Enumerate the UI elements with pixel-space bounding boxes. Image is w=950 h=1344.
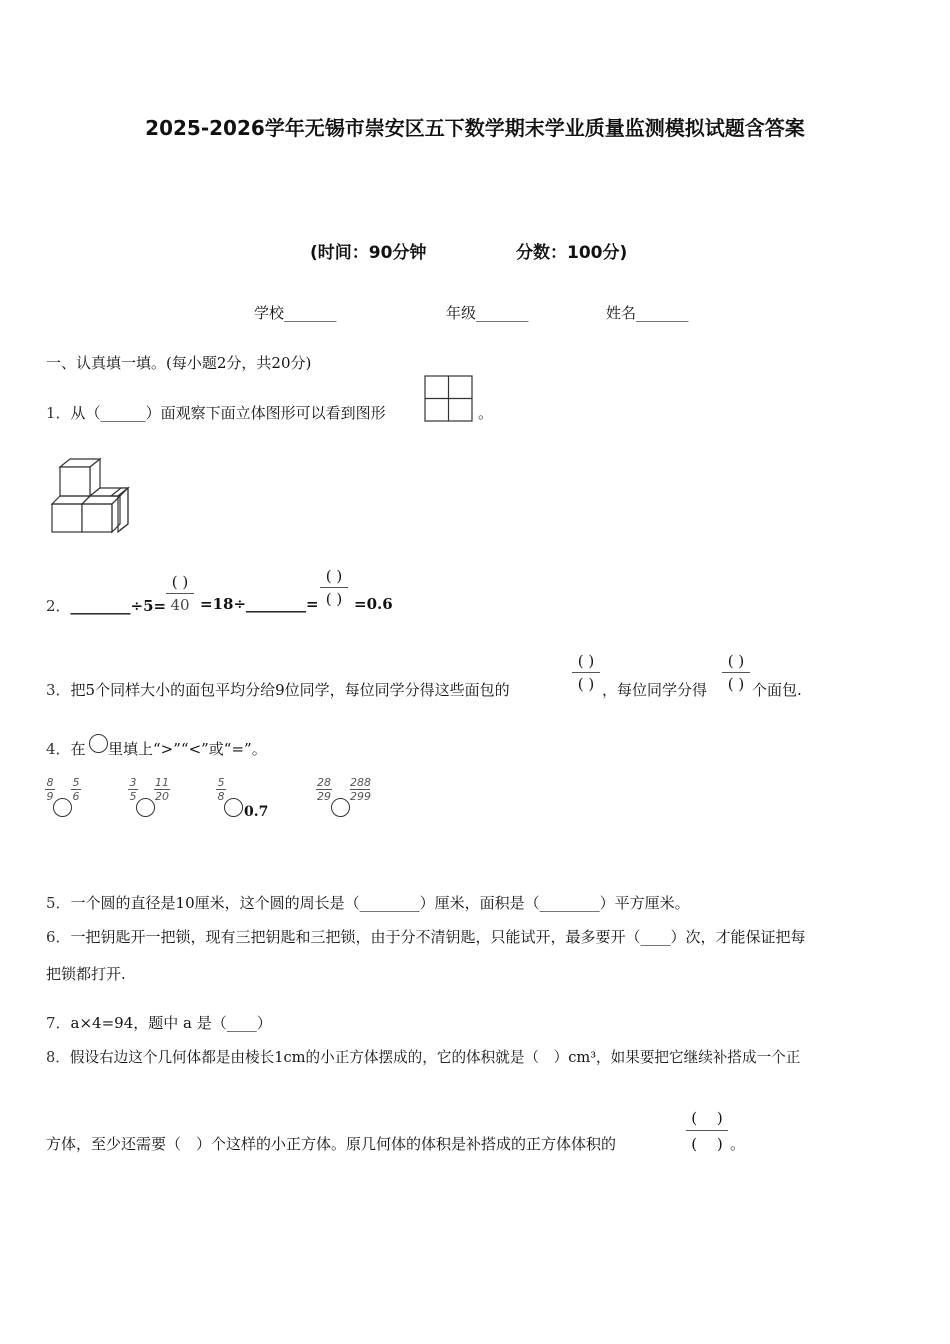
q4-text-b: 里填上“>”“<”或“=”。 bbox=[108, 740, 267, 758]
q4-3-a-den: 8 bbox=[217, 790, 225, 803]
q2-frac1-numerator: ( ) bbox=[171, 573, 189, 591]
school-label: 学校 bbox=[254, 304, 285, 322]
q8-text-c: 。 bbox=[730, 1135, 746, 1153]
q4-1-b-den: 6 bbox=[72, 790, 80, 803]
q1-cube-figure bbox=[50, 458, 132, 534]
q4-2-b-den: 20 bbox=[155, 790, 169, 803]
q3-frac1-denominator: ( ) bbox=[577, 675, 595, 693]
q4-2-b-num: 11 bbox=[155, 776, 169, 789]
q4-4-b-den: 299 bbox=[350, 790, 371, 803]
q8-frac-denominator: ( ) bbox=[691, 1135, 723, 1153]
q2-frac2-denominator: ( ) bbox=[325, 590, 343, 608]
question-1 bbox=[46, 402, 386, 423]
q2-eq06: =0.6 bbox=[354, 595, 393, 613]
name-blank: _______ bbox=[636, 304, 689, 322]
q3-text-b: ，每位同学分得 bbox=[602, 681, 708, 699]
q2-eq: = bbox=[306, 595, 319, 613]
q8-number: 8． bbox=[46, 1049, 70, 1066]
school-blank: _______ bbox=[284, 304, 337, 322]
q6-text-a: 一把钥匙开一把锁，现有三把钥匙和三把锁，由于分不清钥匙，只能试开，最多要开（____）次，才能保证把每 bbox=[70, 928, 806, 946]
q3-frac2-denominator: ( ) bbox=[727, 675, 745, 693]
q4-1-a-den: 9 bbox=[46, 790, 54, 803]
q2-blank-1: ________ bbox=[70, 597, 131, 615]
q4-1-b-num: 5 bbox=[72, 776, 80, 789]
section-1-heading: 一、认真填一填。(每小题2分，共20分) bbox=[46, 354, 312, 372]
q4-circle-icon bbox=[89, 734, 108, 753]
q5-number: 5． bbox=[46, 894, 71, 912]
grade-blank: _______ bbox=[476, 304, 529, 322]
q2-middle bbox=[200, 595, 319, 613]
q4-2-a-den: 5 bbox=[129, 790, 137, 803]
school-field bbox=[254, 302, 337, 323]
q4-1-compare-circle[interactable] bbox=[53, 798, 72, 817]
question-2 bbox=[46, 595, 166, 616]
question-5 bbox=[46, 892, 690, 913]
q3-frac1-numerator: ( ) bbox=[577, 652, 595, 670]
q1-text-b: ）面观察下面立体图形可以看到图形 bbox=[145, 404, 386, 422]
q4-4-b-num: 288 bbox=[350, 776, 371, 789]
q4-text-a: 在 bbox=[70, 740, 86, 758]
q1-text-c: 。 bbox=[478, 404, 494, 422]
q3-fraction-2 bbox=[722, 652, 750, 693]
q1-blank: ______ bbox=[100, 404, 146, 422]
q2-fraction-2 bbox=[320, 567, 348, 608]
q7-text: a×4=94，题中 a 是（____） bbox=[70, 1014, 272, 1032]
q3-fraction-1 bbox=[572, 652, 600, 693]
name-label: 姓名 bbox=[606, 304, 637, 322]
q3-frac2-numerator: ( ) bbox=[727, 652, 745, 670]
grade-field bbox=[446, 302, 529, 323]
q3-text-a: 把5个同样大小的面包平均分给9位同学，每位同学分得这些面包的 bbox=[70, 681, 510, 699]
q4-number: 4． bbox=[46, 740, 71, 758]
question-6 bbox=[46, 926, 806, 947]
q8-fraction bbox=[686, 1107, 728, 1154]
score-label: 分数：100分) bbox=[516, 243, 628, 263]
q5-text: 一个圆的直径是10厘米，这个圆的周长是（________）厘米，面积是（________）平方厘米。 bbox=[70, 894, 690, 912]
q4-3-compare-circle[interactable] bbox=[224, 798, 243, 817]
q7-number: 7． bbox=[46, 1014, 71, 1032]
q1-text-a: 从（ bbox=[70, 404, 101, 422]
q4-4-a-num: 28 bbox=[317, 776, 331, 789]
name-field bbox=[606, 302, 689, 323]
q4-3-b-text: 0.7 bbox=[244, 804, 269, 820]
q8-text-b: 方体，至少还需要（ ）个这样的小正方体。原几何体的体积是补搭成的正方体体积的 bbox=[46, 1135, 617, 1153]
q4-2-a-num: 3 bbox=[129, 776, 137, 789]
q3-text-c: 个面包. bbox=[752, 681, 802, 699]
q8-text-a: 假设右边这个几何体都是由棱长1cm的小正方体摆成的，它的体积就是（ ）cm³，如果要把它继续补搭成一个正 bbox=[69, 1049, 801, 1066]
question-8 bbox=[46, 1046, 800, 1067]
q2-number: 2． bbox=[46, 597, 71, 615]
document-title: 2025-2026学年无锡市崇安区五下数学期末学业质量监测模拟试题含答案 bbox=[145, 116, 805, 140]
q4-2-compare-circle[interactable] bbox=[136, 798, 155, 817]
q1-number: 1． bbox=[46, 404, 71, 422]
q2-blank-2: ________ bbox=[246, 595, 307, 613]
q4-1-a-num: 8 bbox=[46, 776, 54, 789]
q2-div5: ÷5= bbox=[130, 597, 167, 615]
time-label: (时间：90分钟 bbox=[310, 243, 427, 263]
q4-4-compare-circle[interactable] bbox=[331, 798, 350, 817]
q8-frac-numerator: ( ) bbox=[691, 1109, 723, 1127]
q6-text-b: 把锁都打开. bbox=[46, 965, 126, 983]
grade-label: 年级 bbox=[446, 304, 477, 322]
q1-view-grid bbox=[424, 375, 474, 423]
q2-eq18: =18÷ bbox=[200, 595, 247, 613]
q2-frac1-denominator: 40 bbox=[170, 596, 190, 614]
q3-number: 3． bbox=[46, 681, 71, 699]
q4-3-a-num: 5 bbox=[217, 776, 225, 789]
q2-frac2-numerator: ( ) bbox=[325, 567, 343, 585]
question-3 bbox=[46, 679, 510, 700]
q4-4-a-den: 29 bbox=[317, 790, 331, 803]
question-4 bbox=[46, 738, 86, 759]
question-7 bbox=[46, 1012, 272, 1033]
q6-number: 6． bbox=[46, 928, 71, 946]
q2-fraction-1 bbox=[166, 573, 194, 614]
